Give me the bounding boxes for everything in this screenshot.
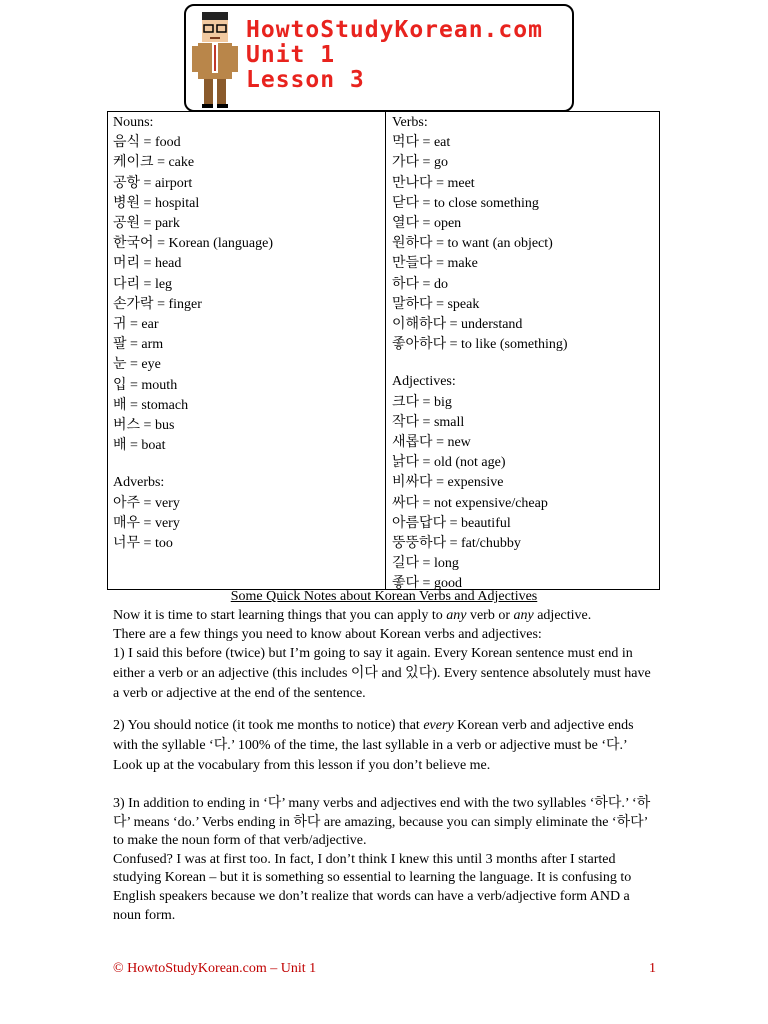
point-2: 2) You should notice (it took me months to notice) that every Korean verb and adjective ends with the syllable ‘다.’ 100% of the time, the last syllable in a verb or adjective must be ‘다.’ Look up at the vocabulary from this lesson if you don’t believe me. [113,718,634,773]
vocab-item: 낡다 = old (not age) [392,455,506,471]
vocab-item: 손가락 = finger [113,296,202,312]
adverbs-heading: Adverbs: [113,475,165,491]
vocab-item: 공원 = park [113,216,180,232]
footer-copyright: © HowtoStudyKorean.com – Unit 1 [113,961,317,976]
vocab-item: 아주 = very [113,495,180,511]
vocab-left-column [108,112,386,589]
intro-line: Now it is time to start learning things that you can apply to any verb or any adjective. [113,608,592,623]
adjectives-heading: Adjectives: [392,374,456,390]
vocab-item: 비싸다 = expensive [392,475,504,491]
site-title: HowtoStudyKorean.com [246,17,543,43]
vocab-item: 이해하다 = understand [392,317,523,333]
banner-text [246,18,543,93]
vocab-item: 작다 = small [392,414,465,430]
mascot-icon [190,10,240,110]
vocab-item: 공항 = airport [113,175,193,191]
vocab-item: 병원 = hospital [113,195,200,211]
vocab-item: 배 = boat [113,438,166,454]
vocab-item: 만나다 = meet [392,175,475,191]
vocab-item: 한국어 = Korean (language) [113,236,274,252]
vocab-item: 매우 = very [113,515,180,531]
vocab-item: 머리 = head [113,256,182,272]
unit-label: Unit 1 [246,42,336,68]
point-3-block [113,795,658,925]
vocab-item: 만들다 = make [392,256,478,272]
vocab-item: 좋아하다 = to like (something) [392,337,568,353]
notes-intro [113,607,658,704]
vocab-item: 말하다 = speak [392,296,480,312]
vocab-item: 다리 = leg [113,276,173,292]
header-banner [184,4,574,112]
page-number: 1 [649,961,656,976]
vocab-item: 아름답다 = beautiful [392,515,511,531]
vocab-item: 팔 = arm [113,337,164,353]
vocabulary-table [107,111,660,590]
vocab-item: 귀 = ear [113,317,159,333]
vocab-right-column [386,112,659,592]
lesson-label: Lesson 3 [246,67,365,93]
vocab-item: 좋다 = good [392,576,462,592]
vocab-item: 입 = mouth [113,377,178,393]
vocab-item: 뚱뚱하다 = fat/chubby [392,536,521,552]
vocab-item: 길다 = long [392,556,459,572]
vocab-item: 가다 = go [392,155,448,171]
vocab-item: 너무 = too [113,536,173,552]
vocab-item: 열다 = open [392,216,462,232]
vocab-item: 음식 = food [113,135,181,151]
vocab-item: 닫다 = to close something [392,195,539,211]
intro-line-2: There are a few things you need to know about Korean verbs and adjectives: [113,626,542,642]
vocab-item: 싸다 = not expensive/cheap [392,495,548,511]
vocab-item: 배 = stomach [113,397,189,413]
vocab-item: 눈 = eye [113,357,161,373]
confused-paragraph: Confused? I was at first too. In fact, I don’t think I knew this until 3 months after I started studying Korean – but it is something so essential to learning the language. It is confusing to English speakers because we don’t realize that words can have a verb/adjective form AND a noun form. [113,851,632,923]
notes-title: Some Quick Notes about Korean Verbs and Adjectives [230,589,538,604]
point-3: 3) In addition to ending in ‘다’ many verbs and adjectives end with the two syllables ‘하다.’ ‘하다’ means ‘do.’ Verbs ending in 하다 are amazing, because you can simply eliminate the ‘하다’ to make the noun form of that verb/adjective. [113,796,651,849]
point-1: 1) I said this before (twice) but I’m going to say it again. Every Korean sentence must end in either a verb or an adjective (this includes 이다 and 있다). Every sentence absolutely must have a verb or adjective at the end of the sentence. [113,646,651,702]
vocab-item: 하다 = do [392,276,448,292]
vocab-item: 먹다 = eat [392,135,451,151]
vocab-item: 케이크 = cake [113,155,195,171]
vocab-item: 원하다 = to want (an object) [392,236,553,252]
verbs-heading: Verbs: [392,115,428,130]
vocab-item: 새롭다 = new [392,435,471,451]
nouns-heading: Nouns: [113,115,154,130]
vocab-item: 크다 = big [392,394,452,410]
vocab-item: 버스 = bus [113,418,175,434]
